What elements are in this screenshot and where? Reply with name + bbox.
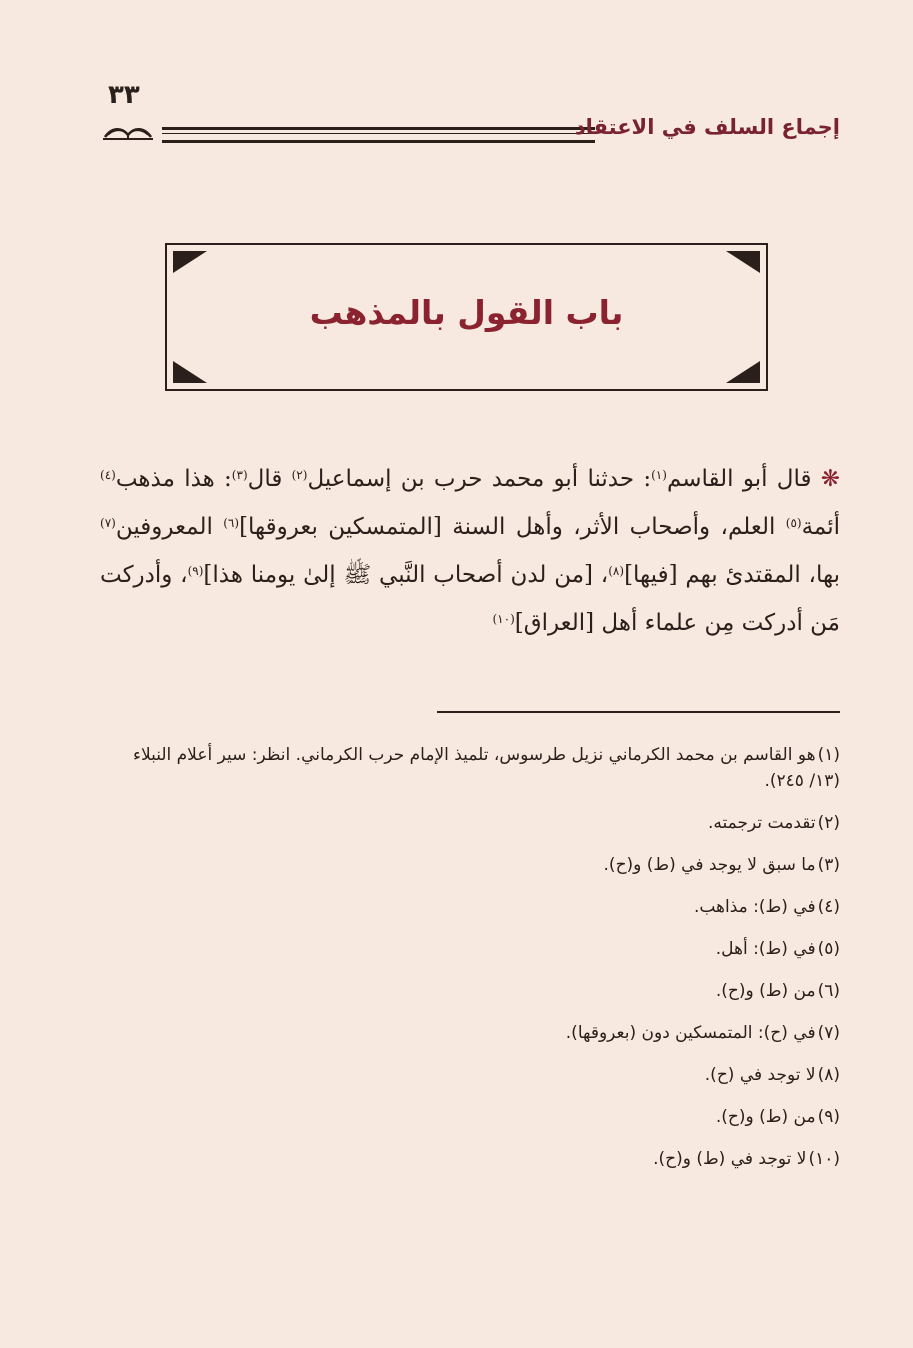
paragraph-segment: قال أبو القاسم — [666, 466, 821, 492]
footnote-number: (٥) — [817, 939, 840, 959]
main-paragraph — [100, 455, 840, 647]
footnote-ref[interactable]: (٥) — [785, 516, 802, 530]
footnote-text: تقدمت ترجمته. — [708, 813, 816, 833]
footnotes-list — [100, 742, 840, 1188]
open-book-icon — [100, 115, 156, 145]
running-title: إجماع السلف في الاعتقاد — [574, 115, 840, 139]
footnote-item — [100, 1104, 840, 1130]
footnote-text: في (ط): أهل. — [715, 939, 816, 959]
footnote-ref[interactable]: (٧) — [100, 516, 116, 530]
corner-ornament-icon — [173, 361, 207, 383]
footnote-ref[interactable]: (٩) — [187, 564, 204, 578]
star-icon: ❋ — [820, 466, 840, 492]
footnote-number: (٩) — [817, 1107, 840, 1127]
footnote-item — [100, 978, 840, 1004]
footnote-number: (٨) — [817, 1065, 840, 1085]
footnote-ref[interactable]: (٤) — [100, 468, 116, 482]
footnote-number: (٦) — [817, 981, 840, 1001]
footnote-number: (٤) — [817, 897, 840, 917]
footnote-number: (٢) — [817, 813, 840, 833]
footnote-item — [100, 852, 840, 878]
page-number: ٣٣ — [108, 80, 140, 110]
paragraph-segment: بها، المقتدئ بهم [فيها] — [624, 562, 840, 588]
footnote-ref[interactable]: (٦) — [223, 516, 240, 530]
corner-ornament-icon — [173, 251, 207, 273]
paragraph-segment: العلم، وأصحاب الأثر، وأهل السنة [المتمسكين بعروقها] — [239, 514, 786, 540]
footnote-separator — [437, 711, 840, 713]
footnote-text: ما سبق لا يوجد في (ط) و(ح). — [603, 855, 816, 875]
paragraph-segment: أئمة — [801, 514, 840, 540]
footnote-text: لا توجد في (ح). — [704, 1065, 816, 1085]
footnote-text: لا توجد في (ط) و(ح). — [653, 1149, 807, 1169]
footnote-text: في (ط): مذاهب. — [693, 897, 816, 917]
footnote-text: هو القاسم بن محمد الكرماني نزيل طرسوس، تلميذ الإمام حرب الكرماني. انظر: سير أعلام النبلاء (١٣/ ٢٤٥). — [132, 745, 840, 791]
footnote-text: من (ط) و(ح). — [715, 1107, 816, 1127]
paragraph-segment: المعروفين — [115, 514, 224, 540]
paragraph-segment: قال — [247, 466, 292, 492]
corner-ornament-icon — [726, 251, 760, 273]
footnote-item — [100, 1020, 840, 1046]
footnote-item — [100, 894, 840, 920]
chapter-heading-frame — [165, 243, 768, 391]
chapter-title: باب القول بالمذهب — [309, 293, 624, 332]
footnote-number: (١) — [817, 745, 840, 765]
footnote-ref[interactable]: (١٠) — [492, 612, 515, 626]
footnote-ref[interactable]: (٢) — [291, 468, 308, 482]
paragraph-segment: : هذا مذهب — [115, 466, 232, 492]
footnote-number: (٧) — [817, 1023, 840, 1043]
paragraph-segment: : حدثنا أبو محمد حرب بن إسماعيل — [307, 466, 652, 492]
footnote-item — [100, 1062, 840, 1088]
header-rule — [162, 127, 595, 143]
footnote-text: في (ح): المتمسكين دون (بعروقها). — [565, 1023, 816, 1043]
footnote-item — [100, 936, 840, 962]
corner-ornament-icon — [726, 361, 760, 383]
footnote-text: من (ط) و(ح). — [715, 981, 816, 1001]
footnote-item — [100, 810, 840, 836]
footnote-item — [100, 1146, 840, 1172]
paragraph-segment: ، [من لدن أصحاب النَّبي ﷺ إلىٰ يومنا هذا] — [203, 562, 609, 588]
running-header — [100, 115, 840, 151]
paragraph-segment: ، وأدركت مَن أدركت مِن علماء أهل [العراق] — [100, 562, 840, 636]
footnote-ref[interactable]: (٣) — [231, 468, 248, 482]
footnote-ref[interactable]: (٨) — [608, 564, 625, 578]
footnote-number: (٣) — [817, 855, 840, 875]
footnote-item — [100, 742, 840, 794]
footnote-number: (١٠) — [808, 1149, 840, 1169]
footnote-ref[interactable]: (١) — [651, 468, 667, 482]
